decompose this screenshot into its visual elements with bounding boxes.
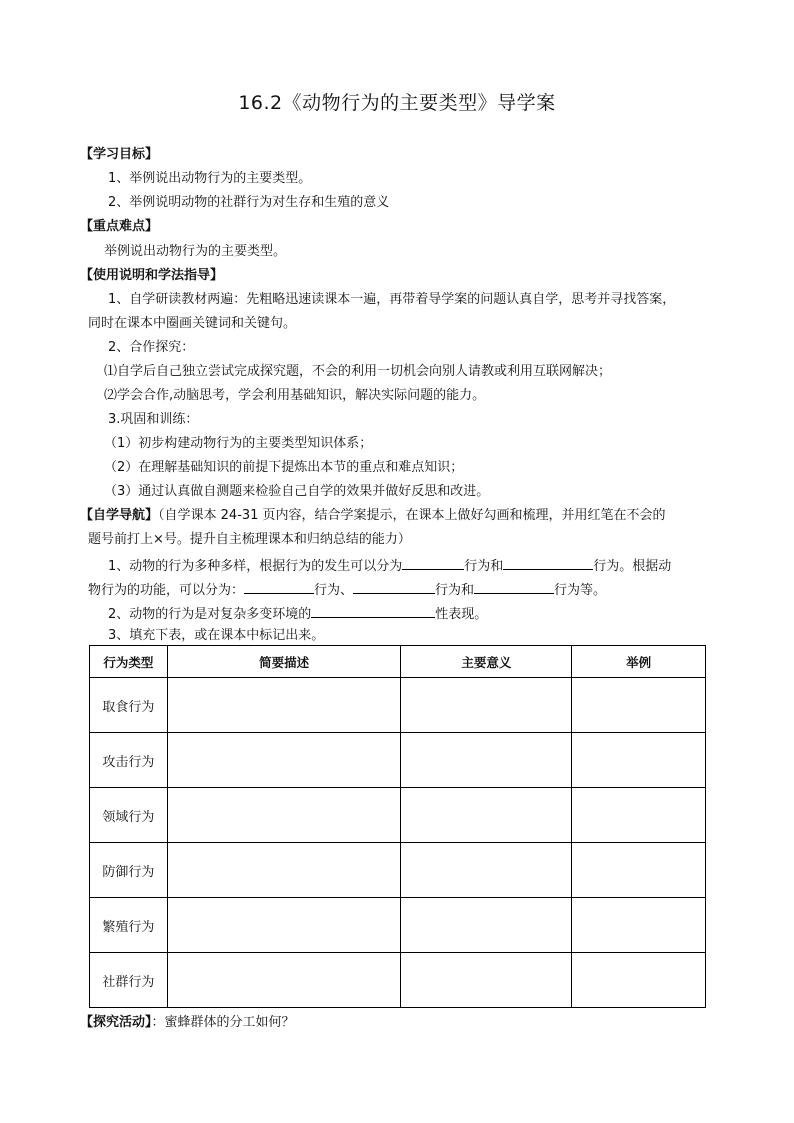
selfstudy-intro-2: 题号前打上×号。提升自主梳理课本和归纳总结的能力） — [88, 532, 411, 547]
row-label: 领域行为 — [90, 788, 168, 843]
example-cell[interactable] — [572, 898, 706, 953]
table-row — [90, 678, 706, 733]
description-cell[interactable] — [167, 843, 401, 898]
behavior-table — [89, 645, 706, 1008]
q1-blank-4[interactable] — [353, 579, 435, 594]
example-cell[interactable] — [572, 678, 706, 733]
question-1-line1 — [108, 555, 748, 576]
guide-p1-line2: 同时在课本中圈画关键词和关键句。 — [88, 316, 297, 331]
row-label: 取食行为 — [90, 678, 168, 733]
table-row — [90, 788, 706, 843]
q2-text-a: 2、动物的行为是对复杂多变环境的 — [108, 607, 312, 622]
selfstudy-line1 — [80, 507, 720, 525]
key-heading: 【重点难点】 — [80, 219, 159, 234]
significance-cell[interactable] — [401, 898, 572, 953]
goal-item-2: 2、举例说明动物的社群行为对生存和生殖的意义 — [108, 195, 390, 210]
guide-p2-a: ⑴自学后自己独立尝试完成探究题，不会的利用一切机会向别人请教或利用互联网解决； — [104, 364, 612, 379]
guide-p3: 3.巩固和训练： — [108, 412, 199, 427]
q2-blank-1[interactable] — [311, 603, 435, 618]
q1-text-g: 行为等。 — [554, 583, 607, 598]
example-cell[interactable] — [572, 733, 706, 788]
description-cell[interactable] — [167, 788, 401, 843]
q1-text-d: 物行为的功能，可以分为： — [88, 583, 245, 598]
key-text: 举例说出动物行为的主要类型。 — [104, 244, 287, 259]
significance-cell[interactable] — [401, 733, 572, 788]
guide-heading: 【使用说明和学法指导】 — [80, 268, 224, 283]
significance-cell[interactable] — [401, 788, 572, 843]
q1-blank-5[interactable] — [474, 579, 554, 594]
q1-blank-1[interactable] — [402, 555, 464, 570]
header-main-significance: 主要意义 — [401, 646, 572, 678]
selfstudy-heading: 【自学导航】 — [80, 508, 159, 523]
q1-text-b: 行为和 — [464, 559, 504, 574]
guide-p2-b: ⑵学会合作,动脑思考，学会利用基础知识，解决实际问题的能力。 — [104, 388, 486, 403]
table-row — [90, 733, 706, 788]
q1-text-c: 行为。根据动 — [593, 559, 672, 574]
question-3: 3、填充下表，或在课本中标记出来。 — [108, 628, 325, 643]
header-behavior-type: 行为类型 — [90, 646, 168, 678]
table-row — [90, 843, 706, 898]
example-cell[interactable] — [572, 843, 706, 898]
guide-p3-c: （3）通过认真做自测题来检验自己自学的效果并做好反思和改进。 — [104, 484, 490, 499]
q2-text-b: 性表现。 — [435, 607, 488, 622]
guide-p2: 2、合作探究： — [108, 340, 195, 355]
significance-cell[interactable] — [401, 678, 572, 733]
guide-p3-a: （1）初步构建动物行为的主要类型知识体系； — [104, 436, 373, 451]
question-1-line2 — [88, 579, 728, 600]
q1-blank-3[interactable] — [244, 579, 314, 594]
table-row — [90, 898, 706, 953]
significance-cell[interactable] — [401, 843, 572, 898]
description-cell[interactable] — [167, 898, 401, 953]
table-header-row — [90, 646, 706, 678]
goal-item-1: 1、举例说出动物行为的主要类型。 — [108, 171, 312, 186]
description-cell[interactable] — [167, 953, 401, 1008]
row-label: 攻击行为 — [90, 733, 168, 788]
header-brief-description: 简要描述 — [167, 646, 401, 678]
description-cell[interactable] — [167, 678, 401, 733]
guide-p3-b: （2）在理解基础知识的前提下提炼出本节的重点和难点知识； — [104, 460, 464, 475]
selfstudy-intro-1: （自学课本 24-31 页内容，结合学案提示，在课本上做好勾画和梳理，并用红笔在不会的 — [158, 508, 666, 523]
goals-heading: 【学习目标】 — [80, 147, 159, 162]
description-cell[interactable] — [167, 733, 401, 788]
question-2 — [108, 603, 748, 624]
q1-blank-2[interactable] — [503, 555, 593, 570]
explore-line — [80, 1014, 720, 1032]
example-cell[interactable] — [572, 788, 706, 843]
q1-text-f: 行为和 — [435, 583, 475, 598]
row-label: 繁殖行为 — [90, 898, 168, 953]
significance-cell[interactable] — [401, 953, 572, 1008]
explore-heading: 【探究活动】 — [80, 1015, 152, 1030]
page-title: 16.2《动物行为的主要类型》导学案 — [238, 92, 556, 114]
guide-p1-line1: 1、自学研读教材两遍：先粗略迅速读课本一遍，再带着导学案的问题认真自学，思考并寻找答案， — [108, 292, 676, 307]
explore-text: ：蜜蜂群体的分工如何？ — [151, 1015, 295, 1030]
table-row — [90, 953, 706, 1008]
q1-text-e: 行为、 — [314, 583, 354, 598]
row-label: 防御行为 — [90, 843, 168, 898]
q1-text-a: 1、动物的行为多种多样，根据行为的发生可以分为 — [108, 559, 403, 574]
header-examples: 举例 — [572, 646, 706, 678]
example-cell[interactable] — [572, 953, 706, 1008]
row-label: 社群行为 — [90, 953, 168, 1008]
